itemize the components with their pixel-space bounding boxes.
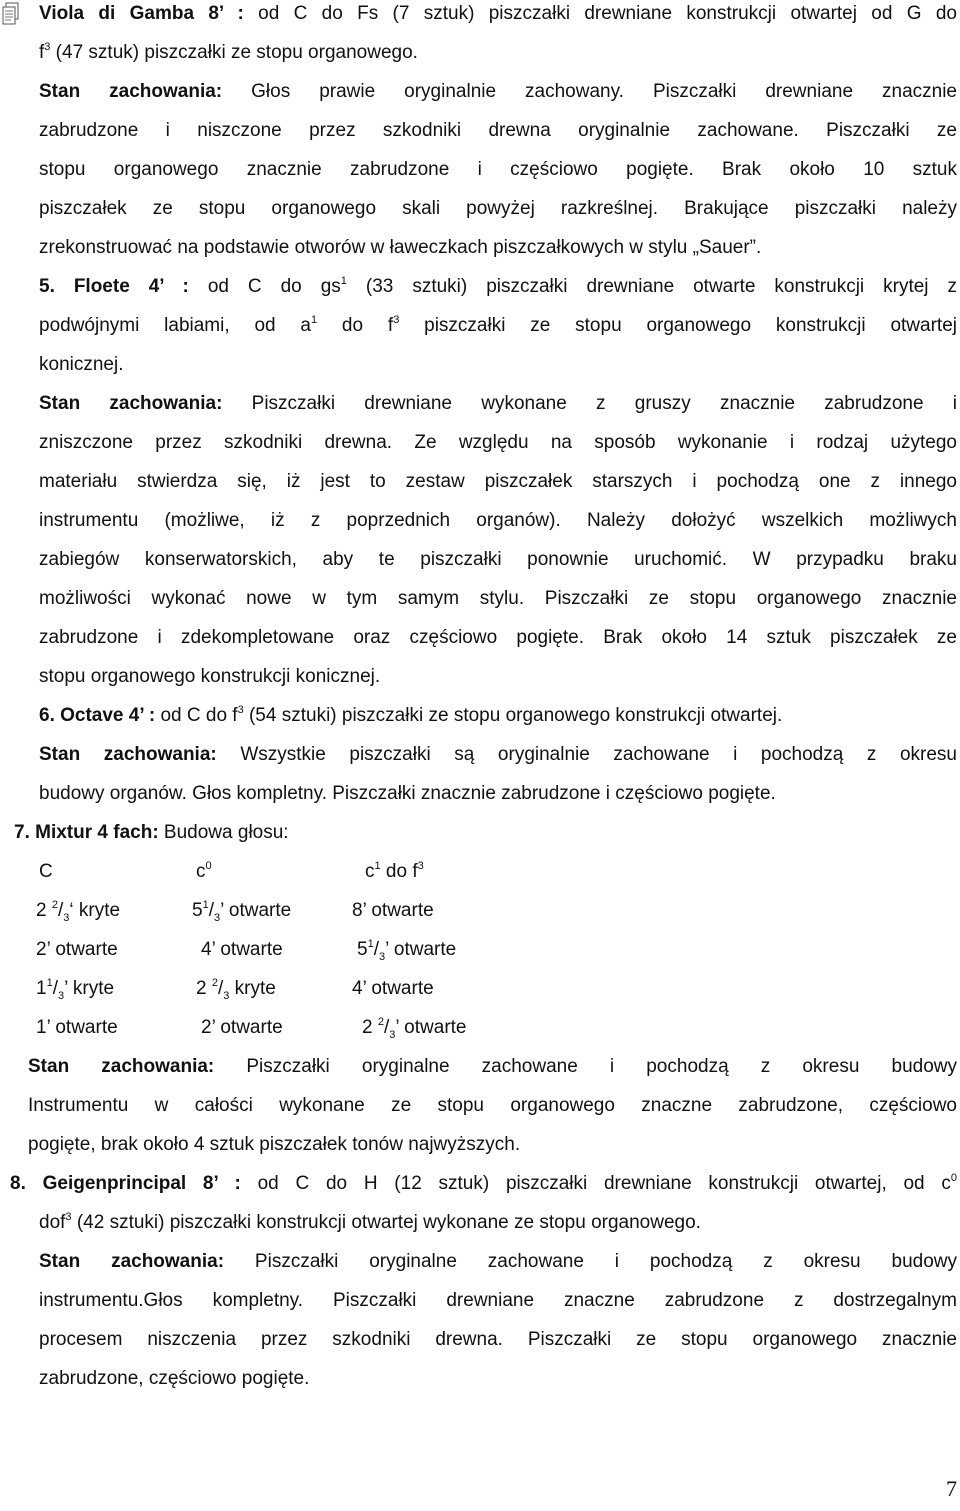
text-span: f (39, 42, 45, 63)
text-span: / (208, 900, 214, 921)
text-span: instrumentu.Głos kompletny. Piszczałki drewniane znaczne zabrudzone z dostrzegalnym (39, 1290, 957, 1311)
text-line (39, 509, 957, 533)
mixture-cell (201, 938, 283, 962)
text-span: 4’ otwarte (201, 939, 283, 960)
text-span: 5 (357, 939, 368, 960)
text-span: 2 (36, 900, 52, 921)
text-line (39, 1289, 957, 1313)
superscript: 3 (65, 1210, 72, 1223)
text-span: pogięte, brak około 4 sztuk piszczałek tonów najwyższych. (28, 1134, 521, 1155)
text-span: materiału stwierdza się, iż jest to zestaw piszczałek starszych i pochodzą one z innego (39, 471, 957, 492)
text-line (39, 158, 957, 182)
text-span: stopu organowego znacznie zabrudzone i częściowo pogięte. Brak około 10 sztuk (39, 159, 957, 180)
mixture-cell (362, 1016, 467, 1040)
text-span: instrumentu (możliwe, iż z poprzednich organów). Należy dołożyć wszelkich możliwych (39, 510, 957, 531)
mixture-cell (192, 899, 291, 923)
text-line (28, 1055, 957, 1079)
text-line (10, 1172, 957, 1196)
superscript: 1 (46, 976, 53, 989)
text-span: 1 (36, 978, 47, 999)
mixture-cell (36, 1016, 118, 1040)
superscript: 0 (950, 1171, 957, 1184)
bold-label: Stan zachowania: (39, 1251, 225, 1272)
text-line (39, 665, 957, 689)
text-line (39, 548, 957, 572)
bold-label: Stan zachowania: (39, 81, 223, 102)
text-line (39, 1367, 957, 1391)
text-span: dof (39, 1212, 66, 1233)
mixture-cell (352, 899, 434, 923)
mixture-cell (36, 977, 114, 1001)
mixture-cell (36, 938, 118, 962)
text-line (39, 587, 957, 611)
text-span: piszczałki ze stopu organowego konstrukcji otwartej (399, 315, 957, 336)
mixture-cell (196, 860, 212, 884)
text-span: Wszystkie piszczałki są oryginalnie zachowane i pochodzą z okresu (216, 744, 958, 765)
text-span: c (196, 861, 206, 882)
text-span: 4’ otwarte (352, 978, 434, 999)
page-number: 7 (946, 1476, 957, 1501)
text-span: C (39, 861, 53, 882)
text-span: 2’ otwarte (36, 939, 118, 960)
mixture-cell (365, 860, 424, 884)
text-span: / (383, 1017, 390, 1038)
text-span: zabrudzone i niszczone przez szkodniki drewna oryginalnie zachowane. Piszczałki ze (39, 120, 957, 141)
text-span: 2 (362, 1017, 378, 1038)
text-span: zabrudzone i zdekompletowane oraz częściowo pogięte. Brak około 14 sztuk piszczałek ze (39, 627, 957, 648)
superscript: 0 (205, 859, 212, 872)
bold-label: 7. Mixtur 4 fach: (14, 822, 159, 843)
text-span: (47 sztuk) piszczałki ze stopu organowego. (50, 42, 418, 63)
superscript: 3 (44, 40, 51, 53)
text-line (39, 470, 957, 494)
text-span: Piszczałki oryginalne zachowane i pochodzą z okresu budowy (224, 1251, 958, 1272)
text-span: (33 sztuki) piszczałki drewniane otwarte konstrukcji krytej z (346, 276, 957, 297)
mixture-cell (39, 860, 53, 884)
bold-label: Viola di Gamba 8’ : (39, 3, 244, 24)
superscript: 1 (374, 859, 381, 872)
text-span: Głos prawie oryginalnie zachowany. Piszczałki drewniane znacznie (222, 81, 957, 102)
subscript: 3 (378, 950, 386, 963)
text-span: 2’ otwarte (201, 1017, 283, 1038)
text-line (39, 236, 957, 260)
bold-label: Stan zachowania: (39, 744, 217, 765)
subscript: 3 (389, 1028, 396, 1041)
superscript: 2 (51, 898, 58, 911)
text-span: konicznej. (39, 354, 124, 375)
text-line (39, 119, 957, 143)
document-icon (2, 2, 20, 26)
text-span: 5 (192, 900, 203, 921)
text-line (39, 626, 957, 650)
text-span: (42 sztuki) piszczałki konstrukcji otwartej wykonane ze stopu organowego. (71, 1212, 701, 1233)
text-line (39, 353, 957, 377)
text-span: / (217, 978, 224, 999)
text-line (39, 80, 957, 104)
mixture-cell (352, 977, 434, 1001)
text-span: ’ otwarte (385, 939, 457, 960)
text-span: 2 (196, 978, 212, 999)
text-line (39, 782, 957, 806)
text-line (39, 704, 957, 728)
text-line (39, 392, 957, 416)
text-span: 1’ otwarte (36, 1017, 118, 1038)
text-span: kryte (229, 978, 276, 999)
text-line (39, 1211, 957, 1235)
text-span: procesem niszczenia przez szkodniki drewna. Piszczałki ze stopu organowego znacznie (39, 1329, 957, 1350)
text-span: ’ otwarte (395, 1017, 467, 1038)
superscript: 1 (367, 937, 374, 950)
text-span: / (373, 939, 379, 960)
text-span: (54 sztuki) piszczałki ze stopu organowego konstrukcji otwartej. (243, 705, 783, 726)
bold-label: 6. Octave 4’ : (39, 705, 156, 726)
text-span: Piszczałki oryginalne zachowane i pochodzą z okresu budowy (214, 1056, 957, 1077)
mixture-cell (196, 977, 276, 1001)
text-span: piszczałek ze stopu organowego skali powyżej razkreślnej. Brakujące piszczałki należy (39, 198, 957, 219)
superscript: 3 (417, 859, 424, 872)
subscript: 3 (213, 911, 221, 924)
text-span: możliwości wykonać nowe w tym samym stylu. Piszczałki ze stopu organowego znacznie (39, 588, 957, 609)
text-span: 8’ otwarte (352, 900, 434, 921)
text-line (39, 1328, 957, 1352)
text-span: do f (380, 861, 418, 882)
text-line (39, 197, 957, 221)
text-line (28, 1094, 957, 1118)
text-span: od C do Fs (7 sztuk) piszczałki drewniane konstrukcji otwartej od G do (243, 3, 957, 24)
superscript: 1 (340, 274, 347, 287)
text-span: Piszczałki drewniane wykonane z gruszy znacznie zabrudzone i (222, 393, 958, 414)
text-line (39, 314, 957, 338)
superscript: 1 (310, 313, 318, 326)
text-span: / (52, 978, 58, 999)
bold-label: 8. Geigenprincipal 8’ : (10, 1173, 241, 1194)
text-span: do f (317, 315, 394, 336)
superscript: 3 (393, 313, 400, 326)
text-span: / (57, 900, 64, 921)
text-span: zrekonstruować na podstawie otworów w ławeczkach piszczałkowych w stylu „Sauer”. (39, 237, 762, 258)
mixture-cell (357, 938, 456, 962)
text-span: od C do gs (188, 276, 341, 297)
text-span: budowy organów. Głos kompletny. Piszczałki znacznie zabrudzone i częściowo pogięte. (39, 783, 776, 804)
text-span: ’ otwarte (220, 900, 292, 921)
bold-label: 5. Floete 4’ : (39, 276, 189, 297)
text-span: zabrudzone, częściowo pogięte. (39, 1368, 310, 1389)
text-line (39, 2, 957, 26)
text-span: c (365, 861, 375, 882)
bold-label: Stan zachowania: (28, 1056, 215, 1077)
text-line (14, 821, 957, 845)
superscript: 2 (377, 1015, 384, 1028)
text-line (39, 743, 957, 767)
mixture-cell (201, 1016, 283, 1040)
text-span: ‘ kryte (69, 900, 121, 921)
text-line (28, 1133, 957, 1157)
superscript: 2 (211, 976, 218, 989)
text-line (39, 275, 957, 299)
superscript: 1 (202, 898, 209, 911)
mixture-cell (36, 899, 120, 923)
text-span: ’ kryte (64, 978, 115, 999)
text-span: zabiegów konserwatorskich, aby te piszczałki ponownie uruchomić. W przypadku braku (39, 549, 957, 570)
text-span: stopu organowego konstrukcji konicznej. (39, 666, 381, 687)
subscript: 3 (223, 989, 230, 1002)
text-span: Budowa głosu: (158, 822, 289, 843)
text-line (39, 41, 957, 65)
text-span: zniszczone przez szkodniki drewna. Ze względu na sposób wykonanie i rodzaj użytego (39, 432, 957, 453)
text-span: Instrumentu w całości wykonane ze stopu organowego znaczne zabrudzone, częściowo (28, 1095, 957, 1116)
subscript: 3 (63, 911, 70, 924)
text-span: od C do f (155, 705, 238, 726)
text-line (39, 1250, 957, 1274)
text-span: podwójnymi labiami, od a (39, 315, 311, 336)
superscript: 3 (237, 703, 244, 716)
text-line (39, 431, 957, 455)
bold-label: Stan zachowania: (39, 393, 223, 414)
subscript: 3 (57, 989, 65, 1002)
text-span: od C do H (12 sztuk) piszczałki drewniane konstrukcji otwartej, od c (240, 1173, 951, 1194)
